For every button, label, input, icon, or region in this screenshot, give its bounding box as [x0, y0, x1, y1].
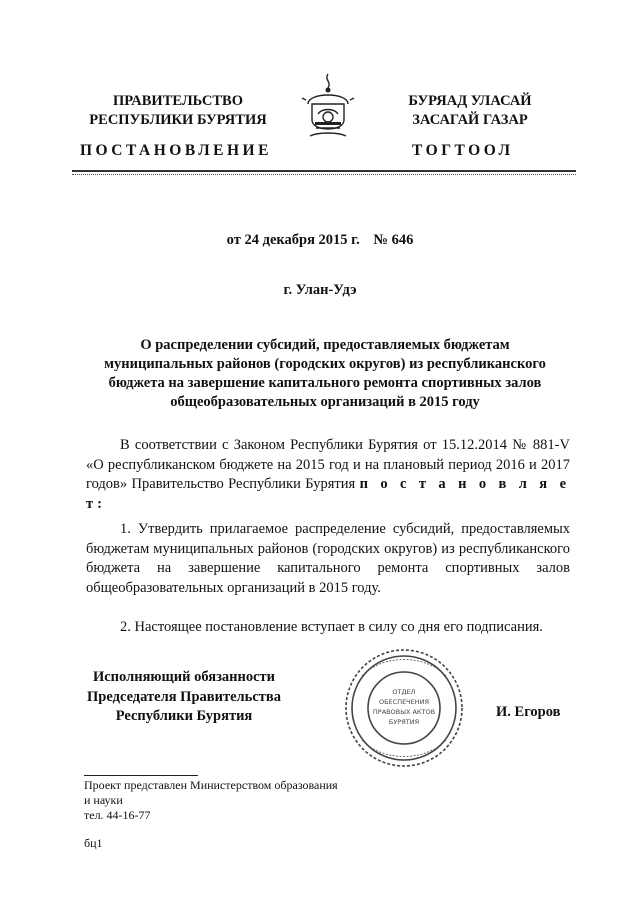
document-city: г. Улан-Удэ — [283, 282, 357, 298]
stamp-line-2: ОБЕСПЕЧЕНИЯ — [378, 698, 430, 706]
document-date-number — [0, 232, 640, 249]
official-seal-icon — [342, 646, 466, 770]
stamp-line-3: ПРАВОВЫХ АКТОВ — [372, 708, 436, 716]
footer-code: бц1 — [84, 836, 103, 850]
org-name-bu-line2: ЗАСАГАЙ ГАЗАР — [412, 112, 528, 128]
org-name-ru-line2: РЕСПУБЛИКИ БУРЯТИЯ — [89, 112, 267, 128]
item-2-paragraph: 2. Настоящее постановление вступает в силу со дня его подписания. — [120, 619, 543, 635]
preamble-text: В соответствии с Законом Республики Бурятия от 15.12.2014 № 881-V «О республиканском бюджете на 2015 год и на плановый период 2016 и 2017 годов» Правительство Республики Бурятия — [86, 437, 570, 492]
position-line3: Республики Бурятия — [115, 708, 253, 724]
coat-of-arms-icon — [298, 70, 358, 150]
doc-type-buryat: ТОГТООЛ — [412, 142, 514, 159]
document-number: № 646 — [373, 232, 414, 248]
document-date: от 24 декабря 2015 г. — [226, 232, 360, 248]
footer-note-line1: Проект представлен Министерством образования — [84, 778, 338, 792]
footer-divider — [84, 775, 198, 776]
footer-note — [84, 778, 338, 823]
doc-type-russian: ПОСТАНОВЛЕНИЕ — [80, 142, 272, 159]
org-name-ru-line1: ПРАВИТЕЛЬСТВО — [113, 93, 243, 109]
org-name-bu-line1: БУРЯАД УЛАСАЙ — [408, 93, 532, 109]
stamp-line-4: БУРЯТИЯ — [388, 718, 420, 726]
org-name-buryat — [372, 92, 568, 130]
signatory-position — [78, 668, 290, 727]
stamp-line-1: ОТДЕЛ — [392, 688, 416, 696]
footer-phone: тел. 44-16-77 — [84, 808, 151, 822]
position-line1: Исполняющий обязанности — [92, 669, 276, 685]
position-line2: Председателя Правительства — [87, 688, 281, 705]
document-title: О распределении субсидий, предоставляемых бюджетам муниципальных районов (городских округов) из республиканского бюджета на завершение капитального ремонта спортивных залов общеобразовательных организаций в 2015 году — [104, 337, 546, 410]
footer-note-line2: и науки — [84, 793, 123, 807]
header-divider — [72, 170, 576, 175]
preamble-paragraph — [86, 436, 570, 514]
decree-word: п о с т а н о в л я е т: — [86, 476, 571, 512]
signatory-name: И. Егоров — [496, 704, 561, 720]
org-name-russian — [78, 92, 278, 130]
item-1-paragraph: 1. Утвердить прилагаемое распределение субсидий, предоставляемых бюджетам муниципальных районов (городских округов) из республиканского бюджета на завершение капитального ремонта спортивных залов общеобразовательных организаций в 2015 году. — [86, 521, 570, 596]
